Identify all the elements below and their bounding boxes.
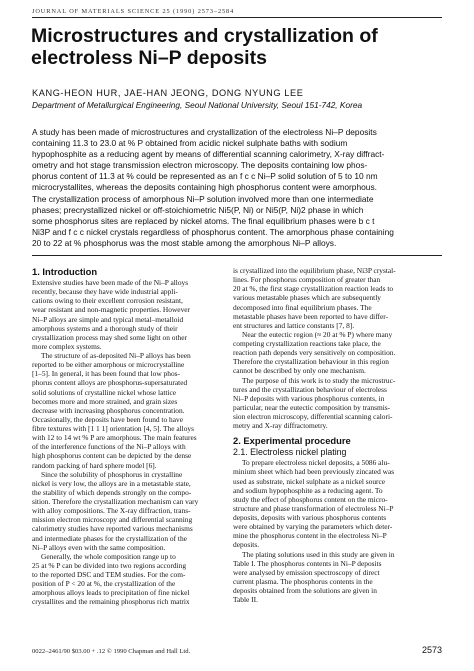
text-line: mission electron microscopy and differential scanning (32, 515, 193, 525)
text-line: minium sheet which had been previously zincated was (233, 467, 395, 477)
text-line: Therefore the crystallization behaviour in this region (233, 357, 389, 367)
text-line: microcrystallites, whereas the deposits containing high phosphorus content were amorphous. (32, 182, 377, 193)
text-line: is crystallized into the equilibrium phase, Ni3P crystal- (233, 266, 396, 275)
right-column (233, 266, 443, 604)
text-line: deposits obtained from the solutions are given in (233, 586, 377, 595)
text-line: crystallites and the remaining phosphorus rich matrix (32, 597, 190, 607)
text-line: Table II. (233, 595, 258, 605)
text-line: Ni–P deposits with various phosphorus contents, in (233, 393, 385, 403)
text-line: current plasma. The phosphorus contents in the (233, 576, 373, 586)
text-line: mine the phosphorus content in the electroless Ni–P (233, 531, 387, 541)
text-line: study the effect of phosphorus content on the micro- (233, 494, 388, 504)
text-line: sition. Therefore the crystallization mechanism can vary (32, 497, 199, 506)
subsection-heading-plating: 2.1. Electroless nickel plating (233, 447, 347, 458)
text-line: Table I. The phosphorus contents in Ni–P deposits (233, 558, 382, 568)
text-line: becomes more and more strained, and grain sizes (32, 396, 178, 406)
text-line: ometry and hot stage transmission electron microscopy. The deposits containing low phos- (32, 160, 368, 171)
text-line: and intermediate phases for the crystallization of the (32, 533, 187, 543)
text-line: reported to be either amorphous or microcrystalline (32, 360, 185, 370)
text-line: calorimetry studies have reported various mechanisms (32, 524, 193, 534)
text-line: wear resistant and non-magnetic properties. However (32, 305, 191, 315)
text-line: recently, because they have wide industrial appli- (32, 287, 178, 297)
text-line: Ni–P alloys even with the same composition. (32, 542, 166, 552)
text-line: Since the solubility of phosphorus in crystalline (41, 469, 183, 479)
text-line: amorphous alloys leads to precipitation of fine nickel (32, 588, 190, 598)
text-line: sion electron microscopy, differential scanning calori- (233, 412, 393, 421)
running-head: JOURNAL OF MATERIALS SCIENCE 25 (1990) 2573–2584 (32, 8, 235, 15)
paragraph (233, 550, 443, 605)
paragraph (32, 278, 237, 351)
text-line: structure and phase transformation of electroless Ni–P (233, 503, 394, 513)
text-line: high phosphorus content can be depicted by the dense (32, 451, 192, 461)
text-line: amorphous systems and a thorough study of their (32, 323, 178, 333)
text-line: phases; precrystallized nickel or off-stoichiometric Ni5(P, Ni) or Ni5(P, Ni)2 phase in which (32, 204, 364, 215)
text-line: metastable phases have been reported to have differ- (233, 311, 389, 321)
text-line: solid solutions of crystalline nickel whose lattice (32, 387, 177, 397)
text-line: random packing of hard sphere model [6]. (32, 460, 157, 470)
text-line: more complex systems. (32, 341, 102, 351)
text-line: 20 to 22 at % phosphorus was the most stable among the amorphous Ni–P alloys. (32, 237, 337, 248)
text-line: lines. For phosphorus composition of greater than (233, 275, 381, 285)
text-line: reaction path depends very sensitively on composition. (233, 348, 396, 358)
text-line: A study has been made of microstructures and crystallization of the electroless Ni–P deposits (32, 127, 377, 137)
text-line: deposits. (233, 540, 260, 550)
paragraph (233, 266, 443, 330)
text-line: decomposed into final equilibrium phases. The (233, 302, 372, 312)
text-line: nickel is very low, the alloys are in a metastable state, (32, 478, 191, 488)
text-line: [1–5]. In general, it has been found that low phos- (32, 369, 180, 379)
text-line: some phosphorus sites are replaced by nickel atoms. The final equilibrium phases were b c t (32, 215, 375, 226)
text-line: 20 at %, the first stage crystallization reaction leads to (233, 284, 394, 294)
text-line: Ni3P and f c c nickel crystals regardless of phosphorus content. The amorphous phase containing (32, 226, 394, 237)
affiliation: Department of Metallurgical Engineering, Seoul National University, Seoul 151-742, Korea (32, 100, 363, 110)
text-line: fibre textures with [1 1 1] orientation [4, 5]. The alloys (32, 424, 195, 433)
text-line: crystallization process may shed some light on other (32, 332, 187, 342)
text-line: tures and the crystallization behaviour of electroless (233, 384, 387, 394)
section-heading-experimental: 2. Experimental procedure (233, 435, 351, 447)
text-line: were obtained by varying the parameters which deter- (233, 522, 393, 532)
text-line: The crystallization process of amorphous Ni–P solution involved more than one intermediate (32, 193, 374, 204)
text-line: The purpose of this work is to study the microstruc- (242, 375, 396, 385)
paragraph (233, 376, 443, 431)
text-line: deposits, deposits with various phosphorus contents (233, 513, 387, 522)
text-line: phorus content of 11.3 at % could be represented as an f c c Ni–P solid solution of 5 to 10 nm (32, 171, 378, 182)
paragraph (233, 458, 443, 549)
text-line: cannot be described by only one mechanism. (233, 366, 366, 376)
abstract-rule (32, 255, 442, 256)
text-line: cations owing to their excellent corrosion resistant, (32, 296, 183, 306)
authors: KANG-HEON HUR, JAE-HAN JEONG, DONG NYUNG LEE (32, 88, 304, 98)
text-line: the stability of which depends strongly on the compo- (32, 487, 192, 497)
text-line: used as substrate, nickel sulphate as a nickel source (233, 476, 386, 486)
paragraph (32, 552, 237, 607)
title-line: electroless Ni–P deposits (31, 47, 267, 69)
abstract (32, 127, 440, 249)
text-line: Generally, the whole composition range up to (41, 551, 176, 561)
text-line: Extensive studies have been made of the Ni–P alloys (32, 278, 189, 287)
title-line: Microstructures and crystallization of (31, 25, 378, 47)
text-line: 25 at % P can be divided into two regions according (32, 560, 187, 570)
text-line: ent structures and lattice constants [7, 8]. (233, 320, 355, 330)
paragraph (32, 351, 237, 470)
text-line: to the reported DSC and TEM studies. For the com- (32, 570, 186, 579)
text-line: with alloy compositions. The X-ray diffraction, trans- (32, 506, 191, 516)
section-heading-introduction: 1. Introduction (32, 266, 98, 277)
copyright-line: 0022–2461/90 $03.00 + .12 © 1990 Chapman and Hall Ltd. (32, 648, 191, 655)
paper-title (31, 25, 451, 69)
text-line: metry and X-ray diffractometry. (233, 421, 328, 431)
text-line: To prepare electroless nickel deposits, a 5086 alu- (242, 458, 390, 468)
text-line: with 12 to 14 wt % P are amorphous. The main features (32, 433, 197, 443)
top-rule (32, 17, 442, 18)
text-line: The plating solutions used in this study are given in (242, 549, 395, 559)
text-line: hypophosphite as a reducing agent by means of differential scanning calorimetry, X-ray diffract- (32, 149, 385, 160)
text-line: and sodium hypophosphite as a reducing agent. To (233, 485, 383, 495)
text-line: were analysed by emission spectroscopy of direct (233, 567, 380, 577)
paragraph (233, 330, 443, 376)
text-line: containing 11.3 to 23.0 at % P obtained from acidic nickel sulphate baths with sodium (32, 138, 348, 149)
page-number: 2573 (421, 645, 442, 655)
text-line: The structure of as-deposited Ni–P alloys has been (41, 351, 191, 360)
text-line: particular, near the eutectic composition by transmis- (233, 402, 391, 412)
text-line: decrease with increasing phosphorus concentration. (32, 405, 185, 415)
text-line: various metastable phases which are subsequently (233, 293, 381, 303)
text-line: position of P < 20 at %, the crystallization of the (32, 579, 176, 589)
text-line: of the interference functions of the Ni–P alloys with (32, 442, 186, 452)
text-line: phorus content alloys are phosphorus-supersaturated (32, 378, 188, 388)
left-column (32, 266, 237, 607)
text-line: competing crystallization reactions take place, the (233, 339, 381, 348)
text-line: Occasionally, the deposits have been found to have (32, 414, 183, 424)
paragraph (32, 470, 237, 552)
text-line: Near the eutectic region (≈ 20 at % P) where many (242, 329, 393, 339)
text-line: Ni–P alloys are simple and typical metal–metalloid (32, 314, 184, 324)
